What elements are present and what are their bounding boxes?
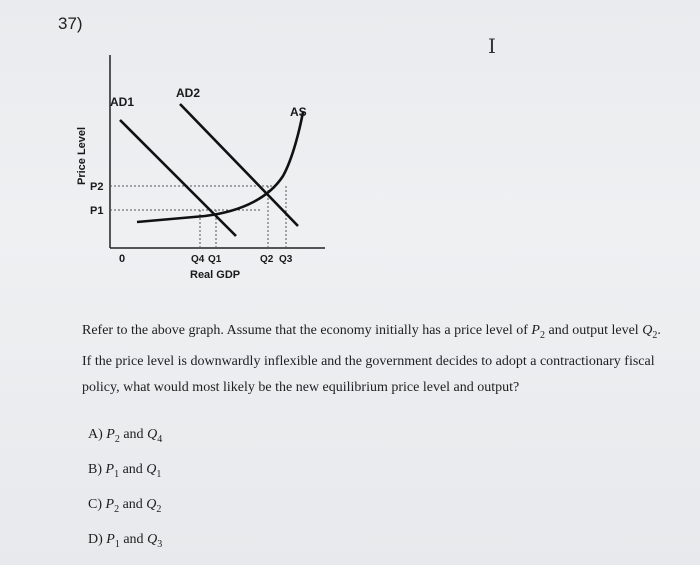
answer-and: and [119,497,147,512]
p2-label: P2 [90,181,104,193]
y-axis-label: Price Level [76,126,88,185]
answer-list [88,425,162,565]
var-q-sub: 2 [652,329,658,341]
ad1-label: AD1 [110,95,135,109]
answer-and: and [119,532,148,547]
text-cursor-icon: I [488,34,496,58]
answer-q-sub: 3 [157,538,163,550]
question-part-1: Refer to the above graph. Assume that the economy initially has a price level of [82,323,532,338]
answer-option-a[interactable] [88,425,162,460]
answer-p: P [106,427,115,442]
origin-label: 0 [119,253,126,265]
answer-q-sub: 1 [156,468,162,480]
var-p-sub: 2 [539,329,545,341]
answer-q-sub: 4 [157,433,163,445]
var-q: Q [642,323,653,338]
question-number: 37) [58,14,83,33]
answer-option-b[interactable] [88,460,162,495]
answer-p: P [106,532,115,547]
answer-p: P [105,497,115,512]
answer-q: Q [147,427,158,442]
answer-option-c[interactable] [88,495,162,530]
ad2-label: AD2 [176,86,201,100]
answer-p-sub: 2 [114,433,120,445]
as-label: AS [290,105,307,119]
q2-label: Q2 [260,254,274,265]
var-p: P [531,323,540,338]
answer-and: and [119,462,147,477]
q4-label: Q4 [191,254,205,265]
answer-and: and [119,427,148,442]
q3-label: Q3 [279,254,293,265]
question-text [82,318,662,401]
answer-q: Q [146,497,157,512]
p1-label: P1 [90,205,104,217]
question-part-2: and output level [544,323,643,338]
q1-label: Q1 [208,254,222,265]
answer-q: Q [147,532,158,547]
answer-q-sub: 2 [156,503,162,515]
answer-letter: A) [88,427,103,442]
answer-letter: B) [88,462,102,477]
question-part-3: . If the price level is downwardly inflexible and the government decides to adopt a contractionary fiscal policy, what would most likely be the new equilibrium price level and output? [82,323,661,395]
x-axis-label: Real GDP [190,269,241,281]
answer-letter: C) [88,497,102,512]
answer-option-d[interactable] [88,530,162,565]
answer-p-sub: 1 [114,468,120,480]
answer-q: Q [146,462,157,477]
answer-p-sub: 2 [114,503,120,515]
answer-letter: D) [88,532,103,547]
answer-p: P [105,462,115,477]
answer-p-sub: 1 [114,538,120,550]
